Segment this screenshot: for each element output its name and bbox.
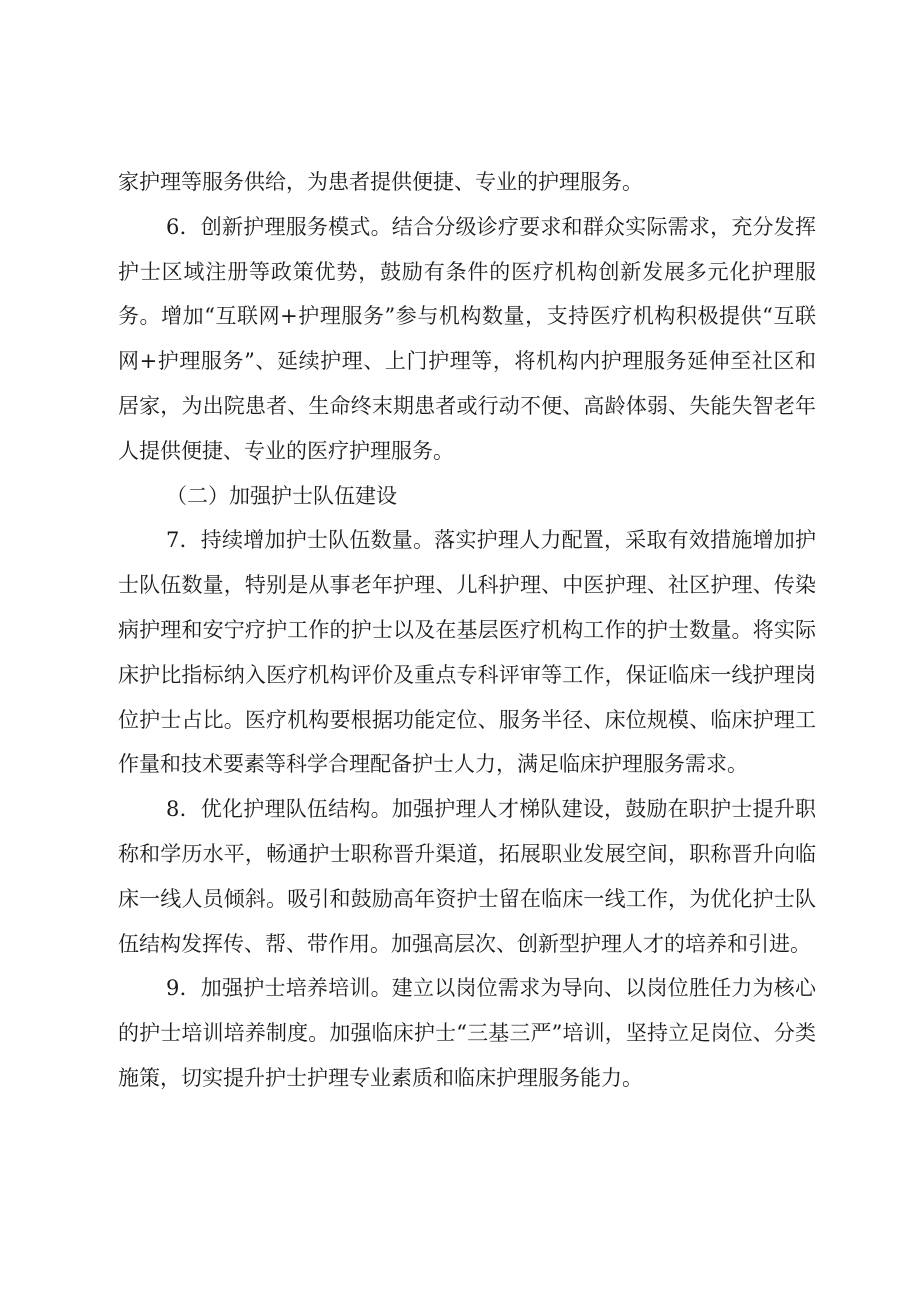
paragraph-item-6: 6．创新护理服务模式。结合分级诊疗要求和群众实际需求，充分发挥护士区域注册等政策优势，鼓励有条件的医疗机构创新发展多元化护理服务。增加“互联网+护理服务”参与机构数量，支持医疗机构积极提供“互联网+护理服务”、延续护理、上门护理等，将机构内护理服务延伸至社区和居家，为出院患者、生命终末期患者或行动不便、高龄体弱、失能失智老年人提供便捷、专业的医疗护理服务。 xyxy=(118,214,816,463)
document-body xyxy=(118,160,816,1101)
section-heading-2: （二）加强护士队伍建设 xyxy=(166,483,397,508)
paragraph-item-8: 8．优化护理队伍结构。加强护理人才梯队建设，鼓励在职护士提升职称和学历水平，畅通护士职称晋升渠道，拓展职业发展空间，职称晋升向临床一线人员倾斜。吸引和鼓励高年资护士留在临床一线工作，为优化护士队伍结构发挥传、帮、带作用。加强高层次、创新型护理人才的培养和引进。 xyxy=(118,797,816,956)
paragraph-item-7: 7．持续增加护士队伍数量。落实护理人力配置，采取有效措施增加护士队伍数量，特别是从事老年护理、儿科护理、中医护理、社区护理、传染病护理和安宁疗护工作的护士以及在基层医疗机构工作的护士数量。将实际床护比指标纳入医疗机构评价及重点专科评审等工作，保证临床一线护理岗位护士占比。医疗机构要根据功能定位、服务半径、床位规模、临床护理工作量和技术要素等科学合理配备护士人力，满足临床护理服务需求。 xyxy=(118,528,816,777)
paragraph-continuation: 家护理等服务供给，为患者提供便捷、专业的护理服务。 xyxy=(118,170,643,194)
paragraph-item-9: 9．加强护士培养培训。建立以岗位需求为导向、以岗位胜任力为核心的护士培训培养制度。加强临床护士“三基三严”培训，坚持立足岗位、分类施策，切实提升护士护理专业素质和临床护理服务能力。 xyxy=(118,976,816,1090)
